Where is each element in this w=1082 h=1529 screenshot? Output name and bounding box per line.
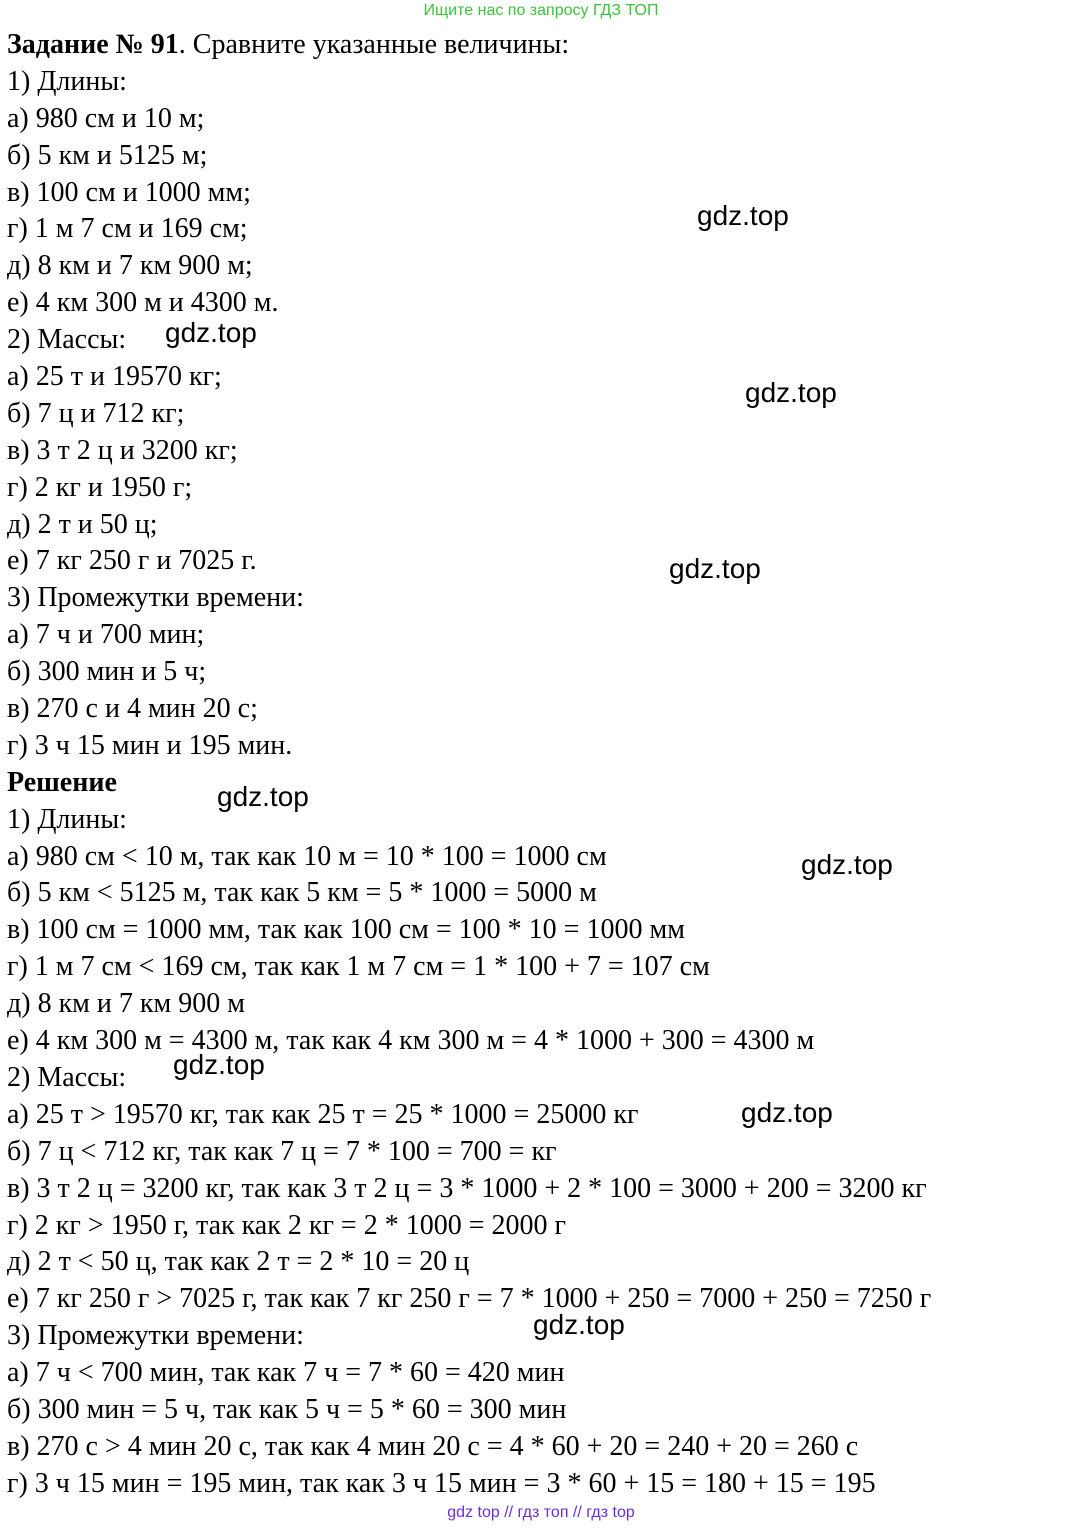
watermark: gdz.top <box>697 200 789 231</box>
task-title <box>7 27 1077 64</box>
solution-line: а) 980 см < 10 м, так как 10 м = 10 * 100 = 1000 см <box>7 840 607 872</box>
solution-line: г) 1 м 7 см < 169 см, так как 1 м 7 см = 1 * 100 + 7 = 107 см <box>7 951 710 983</box>
task-line: г) 3 ч 15 мин и 195 мин. <box>7 729 293 761</box>
task-line: в) 270 с и 4 мин 20 с; <box>7 693 258 725</box>
solution-line: д) 8 км и 7 км 900 м <box>7 988 245 1020</box>
task-statement: . Сравните указанные величины: <box>178 29 570 60</box>
watermark: gdz.top <box>165 317 257 348</box>
solution-line: в) 3 т 2 ц = 3200 кг, так как 3 т 2 ц = 3 * 1000 + 2 * 100 = 3000 + 200 = 3200 кг <box>7 1172 927 1204</box>
solution-line: б) 7 ц < 712 кг, так как 7 ц = 7 * 100 = 700 = кг <box>7 1135 557 1167</box>
task-line: а) 7 ч и 700 мин; <box>7 619 205 651</box>
task-line: 3) Промежутки времени: <box>7 582 304 614</box>
watermark: gdz.top <box>217 781 309 812</box>
solution-heading: Решение <box>7 766 117 798</box>
task-line: г) 2 кг и 1950 г; <box>7 471 193 503</box>
solution-line: е) 7 кг 250 г > 7025 г, так как 7 кг 250 г = 7 * 1000 + 250 = 7000 + 250 = 7250 г <box>7 1283 932 1315</box>
watermark: gdz.top <box>533 1309 625 1340</box>
task-line: г) 1 м 7 см и 169 см; <box>7 213 248 245</box>
solution-line: б) 5 км < 5125 м, так как 5 км = 5 * 1000 = 5000 м <box>7 877 597 909</box>
solution-line: д) 2 т < 50 ц, так как 2 т = 2 * 10 = 20 ц <box>7 1246 470 1278</box>
solution-line: 2) Массы: <box>7 1061 127 1093</box>
task-line: д) 2 т и 50 ц; <box>7 508 158 540</box>
watermark: gdz.top <box>741 1097 833 1128</box>
solution-line: 1) Длины: <box>7 803 127 835</box>
document-body <box>7 27 1077 1503</box>
task-line: в) 100 см и 1000 мм; <box>7 176 251 208</box>
solution-line: в) 270 с > 4 мин 20 с, так как 4 мин 20 с = 4 * 60 + 20 = 240 + 20 = 260 с <box>7 1430 859 1462</box>
task-line: 1) Длины: <box>7 65 127 97</box>
bottom-banner: gdz top // гдз топ // гдз top <box>447 1504 635 1521</box>
top-banner: Ищите нас по запросу ГДЗ ТОП <box>423 2 659 19</box>
task-line: а) 980 см и 10 м; <box>7 102 205 134</box>
watermark: gdz.top <box>801 849 893 880</box>
solution-line: г) 2 кг > 1950 г, так как 2 кг = 2 * 1000 = 2000 г <box>7 1209 566 1241</box>
watermark: gdz.top <box>745 377 837 408</box>
task-line: б) 5 км и 5125 м; <box>7 139 208 171</box>
solution-line: а) 7 ч < 700 мин, так как 7 ч = 7 * 60 = 420 мин <box>7 1357 565 1389</box>
task-line: в) 3 т 2 ц и 3200 кг; <box>7 434 238 466</box>
task-line: е) 4 км 300 м и 4300 м. <box>7 287 279 319</box>
watermark: gdz.top <box>173 1049 265 1080</box>
watermark: gdz.top <box>669 553 761 584</box>
solution-line: а) 25 т > 19570 кг, так как 25 т = 25 * 1000 = 25000 кг <box>7 1098 639 1130</box>
task-lines <box>7 64 1077 765</box>
solution-line: в) 100 см = 1000 мм, так как 100 см = 100 * 10 = 1000 мм <box>7 914 685 946</box>
solution-line: е) 4 км 300 м = 4300 м, так как 4 км 300 м = 4 * 1000 + 300 = 4300 м <box>7 1025 815 1057</box>
solution-line: 3) Промежутки времени: <box>7 1320 304 1352</box>
task-line: а) 25 т и 19570 кг; <box>7 361 222 393</box>
task-line: д) 8 км и 7 км 900 м; <box>7 250 253 282</box>
solution-lines <box>7 802 1077 1503</box>
task-line: 2) Массы: <box>7 324 127 356</box>
task-line: е) 7 кг 250 г и 7025 г. <box>7 545 257 577</box>
task-line: б) 300 мин и 5 ч; <box>7 656 207 688</box>
solution-line: г) 3 ч 15 мин = 195 мин, так как 3 ч 15 мин = 3 * 60 + 15 = 180 + 15 = 195 <box>7 1467 876 1499</box>
task-line: б) 7 ц и 712 кг; <box>7 397 185 429</box>
task-number: Задание № 91 <box>7 29 179 60</box>
solution-line: б) 300 мин = 5 ч, так как 5 ч = 5 * 60 = 300 мин <box>7 1393 567 1425</box>
